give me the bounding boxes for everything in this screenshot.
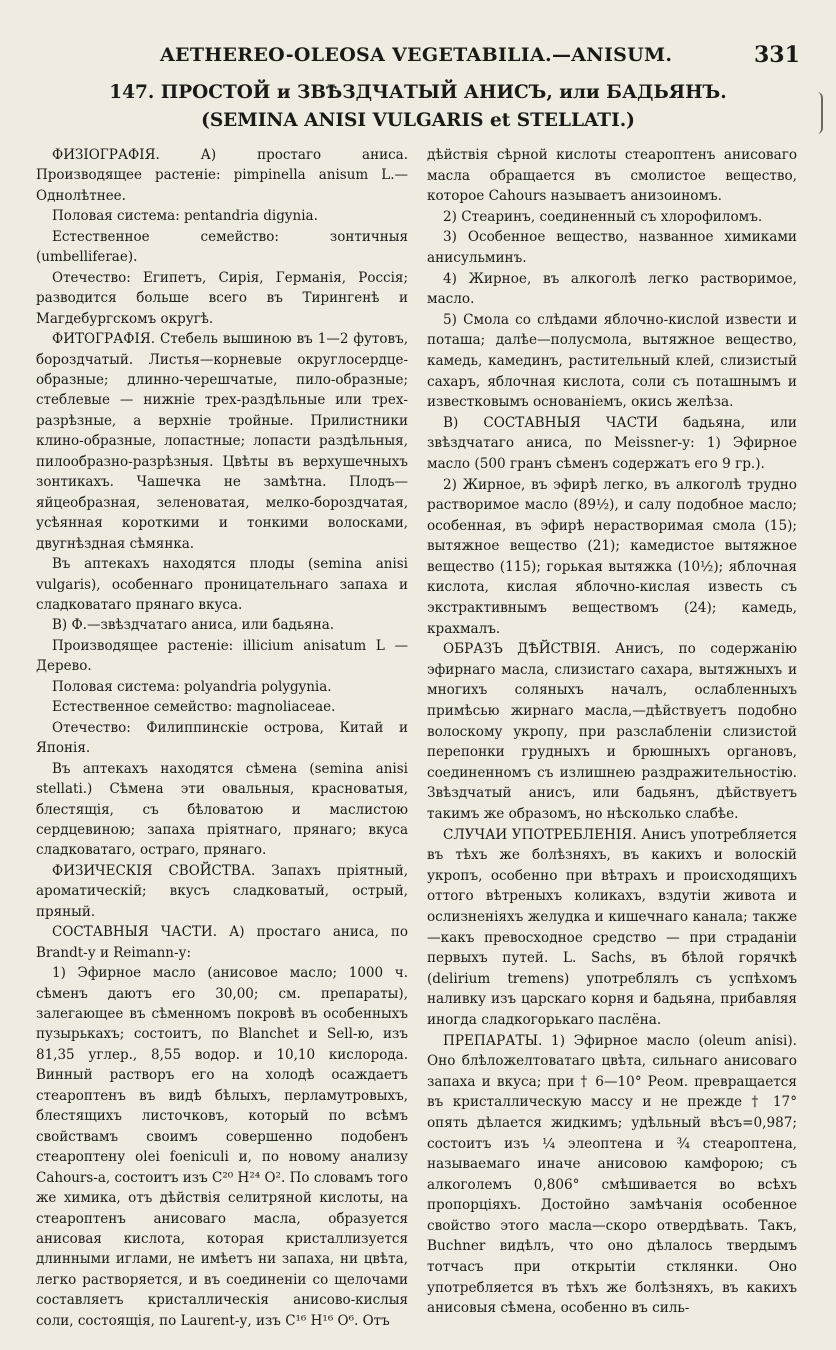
paragraph-components-a: СОСТАВНЫЯ ЧАСТИ. А) простаго аниса, по Brandt-у и Reimann-у: — [36, 924, 408, 961]
paragraph-continuation: дѣйствія сѣрной кислоты стеароптенъ анисоваго масла обращается въ смолистое вещество, которое Cahours называетъ анизоиномъ. — [427, 147, 797, 205]
paragraph-components-b: В) СОСТАВНЫЯ ЧАСТИ бадьяна, или звѣздчатаго аниса, по Meissner-у: 1) Эфирное масло (500 гранъ сѣменъ содержатъ его 9 гр.). — [427, 414, 797, 472]
paragraph-natural-family-b: Естественное семейство: magnoliaceae. — [52, 699, 336, 716]
paragraph-pharmacy-seeds: Въ аптекахъ находятся сѣмена (semina anisi stellati.) Сѣмена эти овальныя, красноватыя, блестящія, съ бѣловатою и маслистою сердцевиною; запаха пріятнаго, прянаго; вкуса сладковатаго, остраго, прянаго. — [36, 760, 408, 859]
paragraph-phytography: ФИТОГРАФІЯ. Стебель вышиною въ 1—2 футовъ, бороздчатый. Листья—корневые округлосердце-образные; длинно-черешчатые, пило-образные; стеблевые — нижніе трех-раздѣльные или трех-разрѣзные, а верхніе тройные. Прилистники клино-образные, лопастные; лопасти раздѣльныя, пилообразно-разрѣзныя. Цвѣты въ верхушечныхъ зонтикахъ. Чашечка не замѣтна. Плодъ—яйцеобразная, зеленоватая, мелко-бороздчатая, усѣянная короткими и тонкими волосками, двугнѣздная сѣмянка. — [36, 331, 408, 552]
paragraph-physiography-b: В) Ф.—звѣздчатаго аниса, или бадьяна. — [52, 617, 335, 634]
paragraph-physiography-a: ФИЗІОГРАФІЯ. А) простаго аниса. Производящее растеніе: pimpinella anisum L.—Однолѣтнее. — [36, 147, 408, 204]
page-number: 331 — [754, 42, 800, 68]
paragraph-homeland-a: Отечество: Египетъ, Сирія, Германія, Россія; разводится больше всего въ Тирингенѣ и Магдебургскомъ округѣ. — [36, 269, 408, 327]
paragraph-sexual-system-a: Половая система: pentandria digynia. — [52, 208, 318, 225]
paragraph-sexual-system-b: Половая система: polyandria polygynia. — [52, 678, 332, 695]
paragraph-physical-properties: ФИЗИЧЕСКІЯ СВОЙСТВА. Запахъ пріятный, ароматическій; вкусъ сладковатый, острый, пряный. — [36, 862, 408, 920]
right-column — [427, 145, 797, 1319]
paragraph-mode-of-action: ОБРАЗЪ ДѢЙСТВІЯ. Анисъ, по содержанію эфирнаго масла, слизистаго сахара, вытяжныхъ и многихъ соляныхъ началъ, ослабленныхъ примѣсью жирнаго масла,—дѣйствуетъ подобно волоскому укропу, при разслабленіи слизистой перепонки грудныхъ и брюшныхъ органовъ, соединенномъ съ излишнею раздражительностію. Звѣздчатый анисъ, или бадьянъ, дѣйствуетъ такимъ же образомъ, но нѣсколько слабѣе. — [427, 641, 797, 822]
bracket-mark — [815, 92, 823, 134]
paragraph-homeland-b: Отечество: Филиппинскіе острова, Китай и Японія. — [36, 719, 408, 757]
article-latin-title: (SEMINA ANISI VULGARIS et STELLATI.) — [201, 110, 635, 131]
left-column — [36, 145, 408, 1331]
paragraph-natural-family-a: Естественное семейство: зонтичныя (umbelliferae). — [36, 228, 408, 266]
paragraph-use-cases: СЛУЧАИ УПОТРЕБЛЕНІЯ. Анисъ употребляется въ тѣхъ же болѣзняхъ, въ какихъ и волоскій укропъ, особенно при вѣтрахъ и происходящихъ оттого вѣтреныхъ коликахъ, вздутіи живота и ослизненіяхъ желудка и кишечнаго канала; также—какъ превосходное средство — при страданіи первыхъ путей. L. Sachs, въ бѣлой горячкѣ (delirium tremens) употреблялъ съ успѣхомъ наливку изъ царскаго корня и бадьяна, прибавляя иногда сладкогорькаго паслёна. — [427, 826, 797, 1028]
paragraph-fatty-oil: 4) Жирное, въ алкоголѣ легко растворимое, масло. — [427, 270, 797, 308]
paragraph-producing-plant-b: Производящее растеніе: illicium anisatum L — Дерево. — [36, 637, 408, 675]
paragraph-preparations: ПРЕПАРАТЫ. 1) Эфирное масло (oleum anisi). Оно блѣложелтоватаго цвѣта, сильнаго анисоваго запаха и вкуса; при † 6—10° Реом. превращается въ кристаллическую массу и не прежде † 17° опять дѣлается жидкимъ; удѣльный вѣсъ=0,987; состоитъ изъ ¼ элеоптена и ¾ стеароптена, называемаго иначе анисовою камфорою; съ алкоголемъ 0,806° смѣшивается во всѣхъ пропорціяхъ. Достойно замѣчанія особенное свойство этого масла—скоро отвердѣвать. Такъ, Buchner видѣлъ, что оно дѣлалось твердымъ тотчасъ при открытіи стклянки. Оно употребляется въ тѣхъ же болѣзняхъ, въ какихъ анисовыя сѣмена, особенно въ силь- — [427, 1032, 797, 1317]
paragraph-stearin: 2) Стеаринъ, соединенный съ хлорофиломъ. — [443, 208, 763, 225]
paragraph-components-b-detail: 2) Жирное, въ эфирѣ легко, въ алкоголѣ трудно растворимое масло (89½), и салу подобное масло; особенная, въ эфирѣ нерастворимая смола (15); вытяжное вещество (21); камедистое вытяжное вещество (115); горькая вытяжка (10½); яблочная кислота, кислая яблочно-кислая известь съ экстрактивнымъ веществомъ (24); камедь, крахмалъ. — [427, 476, 797, 637]
paragraph-essential-oil: 1) Эфирное масло (анисовое масло; 1000 ч. сѣменъ даютъ его 30,00; см. препараты), залегающее въ сѣменномъ покровѣ въ особенныхъ пузырькахъ; состоитъ, по Blanchet и Sell-ю, изъ 81,35 углер., 8,55 водор. и 10,10 кислорода. Винный растворъ его на холодѣ осаждаетъ стеароптенъ въ видѣ бѣлыхъ, перламутровыхъ, блестящихъ листочковъ, который по всѣмъ свойствамъ своимъ совершенно подобенъ стеароптену olei foeniculi и, по новому анализу Cahours-а, состоитъ изъ C²⁰ H²⁴ O². По словамъ того же химика, отъ дѣйствія селитряной кислоты, на стеароптенъ анисоваго масла, образуется анисовая кислота, которая кристаллизуется длинными иглами, не имѣетъ ни запаха, ни цвѣта, легко растворяется, и въ соединеніи со щелочами составляетъ кристаллическія анисово-кислыя соли, состоящія, по Laurent-у, изъ C¹⁶ H¹⁶ O⁶. Отъ — [36, 965, 408, 1329]
article-title: 147. ПРОСТОЙ и ЗВѢЗДЧАТЫЙ АНИСЪ, или БАДЬЯНЪ. — [109, 82, 727, 103]
paragraph-pharmacy-fruits: Въ аптекахъ находятся плоды (semina anisi vulgaris), особеннаго проницательнаго запаха и сладковатаго прянаго вкуса. — [36, 556, 408, 613]
paragraph-resin: 5) Смола со слѣдами яблочно-кислой извести и поташа; далѣе—полусмола, вытяжное вещество, камедь, камединъ, растительный клей, слизистый сахаръ, яблочная кислота, соли съ поташнымъ и известковымъ основаніемъ, окись желѣза. — [427, 311, 797, 411]
paragraph-special-substance: 3) Особенное вещество, названное химиками анисульминъ. — [427, 229, 797, 266]
running-head: AETHEREO-OLEOSA VEGETABILIA.—ANISUM. — [160, 44, 673, 66]
